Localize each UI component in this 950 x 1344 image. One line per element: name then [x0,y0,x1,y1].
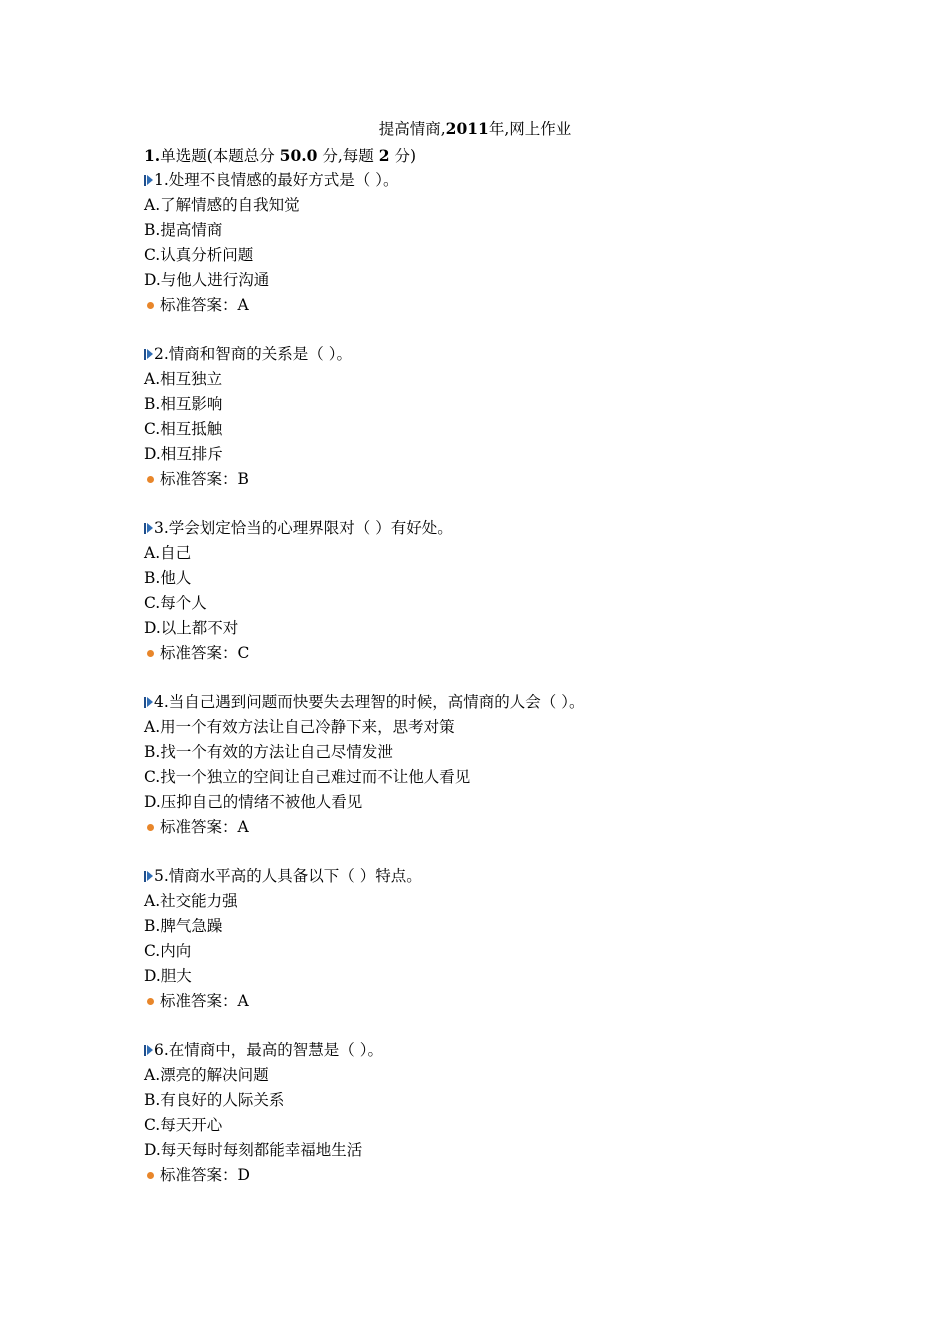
option-a: A.漂亮的解决问题 [144,1066,269,1084]
question-stem [144,690,864,715]
arrow-marker-icon [144,1045,153,1056]
orange-dot-icon [147,998,154,1005]
option-a: A.自己 [144,544,192,562]
section-each: 2 [378,146,390,165]
question-1 [144,168,864,318]
orange-dot-icon [147,1172,154,1179]
answer-line [144,815,864,840]
orange-dot-icon [147,302,154,309]
option-c: C.内向 [144,942,192,960]
answer-value: C [237,644,250,662]
option-d: D.相互排斥 [144,445,223,463]
question-4 [144,690,864,840]
answer-label: 标准答案： [160,992,238,1010]
option-d: D.胆大 [144,967,192,985]
section-number: 1. [144,146,161,165]
question-stem-text: 6.在情商中，最高的智慧是（ ）。 [154,1041,383,1059]
question-stem [144,168,864,193]
answer-value: D [237,1166,250,1184]
arrow-marker-icon [144,871,153,882]
option-c: C.每个人 [144,594,207,612]
question-stem-text: 5.情商水平高的人具备以下（ ）特点。 [154,867,422,885]
question-3 [144,516,864,666]
answer-line [144,293,864,318]
option-b: B.他人 [144,569,192,587]
title-part-3: 年,网上作业 [488,120,572,138]
option-b: B.提高情商 [144,221,223,239]
answer-value: B [237,470,249,488]
answer-label: 标准答案： [160,296,238,314]
option-a: A.了解情感的自我知觉 [144,196,300,214]
option-c: C.相互抵触 [144,420,223,438]
orange-dot-icon [147,650,154,657]
document-title [0,118,950,140]
answer-value: A [237,992,249,1010]
question-6 [144,1038,864,1188]
question-stem-text: 1.处理不良情感的最好方式是（ ）。 [154,171,399,189]
section-label-c: 分) [389,147,416,165]
question-stem [144,864,864,889]
document-content [144,143,864,1212]
section-total: 50.0 [279,146,318,165]
orange-dot-icon [147,476,154,483]
question-stem [144,342,864,367]
answer-label: 标准答案： [160,644,238,662]
option-d: D.每天每时每刻都能幸福地生活 [144,1141,363,1159]
answer-label: 标准答案： [160,1166,238,1184]
answer-value: A [237,296,249,314]
option-d: D.压抑自己的情绪不被他人看见 [144,793,363,811]
question-stem-text: 4.当自己遇到问题而快要失去理智的时候，高情商的人会（ ）。 [154,693,585,711]
answer-label: 标准答案： [160,818,238,836]
answer-label: 标准答案： [160,470,238,488]
option-c: C.认真分析问题 [144,246,254,264]
question-stem [144,516,864,541]
option-c: C.每天开心 [144,1116,223,1134]
option-a: A.用一个有效方法让自己冷静下来，思考对策 [144,718,455,736]
answer-line [144,1163,864,1188]
section-label-a: 单选题(本题总分 [160,147,280,165]
option-a: A.社交能力强 [144,892,238,910]
question-stem-text: 2.情商和智商的关系是（ ）。 [154,345,352,363]
option-b: B.相互影响 [144,395,223,413]
arrow-marker-icon [144,175,153,186]
option-b: B.脾气急躁 [144,917,223,935]
title-part-1: 提高情商, [378,120,446,138]
option-a: A.相互独立 [144,370,223,388]
answer-line [144,467,864,492]
option-c: C.找一个独立的空间让自己难过而不让他人看见 [144,768,471,786]
section-label-b: 分,每题 [317,147,379,165]
option-d: D.与他人进行沟通 [144,271,270,289]
question-stem [144,1038,864,1063]
option-b: B.有良好的人际关系 [144,1091,285,1109]
section-header [144,143,864,168]
arrow-marker-icon [144,349,153,360]
arrow-marker-icon [144,697,153,708]
orange-dot-icon [147,824,154,831]
answer-line [144,641,864,666]
title-year: 2011 [445,119,489,138]
question-stem-text: 3.学会划定恰当的心理界限对（ ）有好处。 [154,519,453,537]
answer-value: A [237,818,249,836]
answer-line [144,989,864,1014]
question-5 [144,864,864,1014]
question-2 [144,342,864,492]
arrow-marker-icon [144,523,153,534]
option-d: D.以上都不对 [144,619,239,637]
option-b: B.找一个有效的方法让自己尽情发泄 [144,743,393,761]
